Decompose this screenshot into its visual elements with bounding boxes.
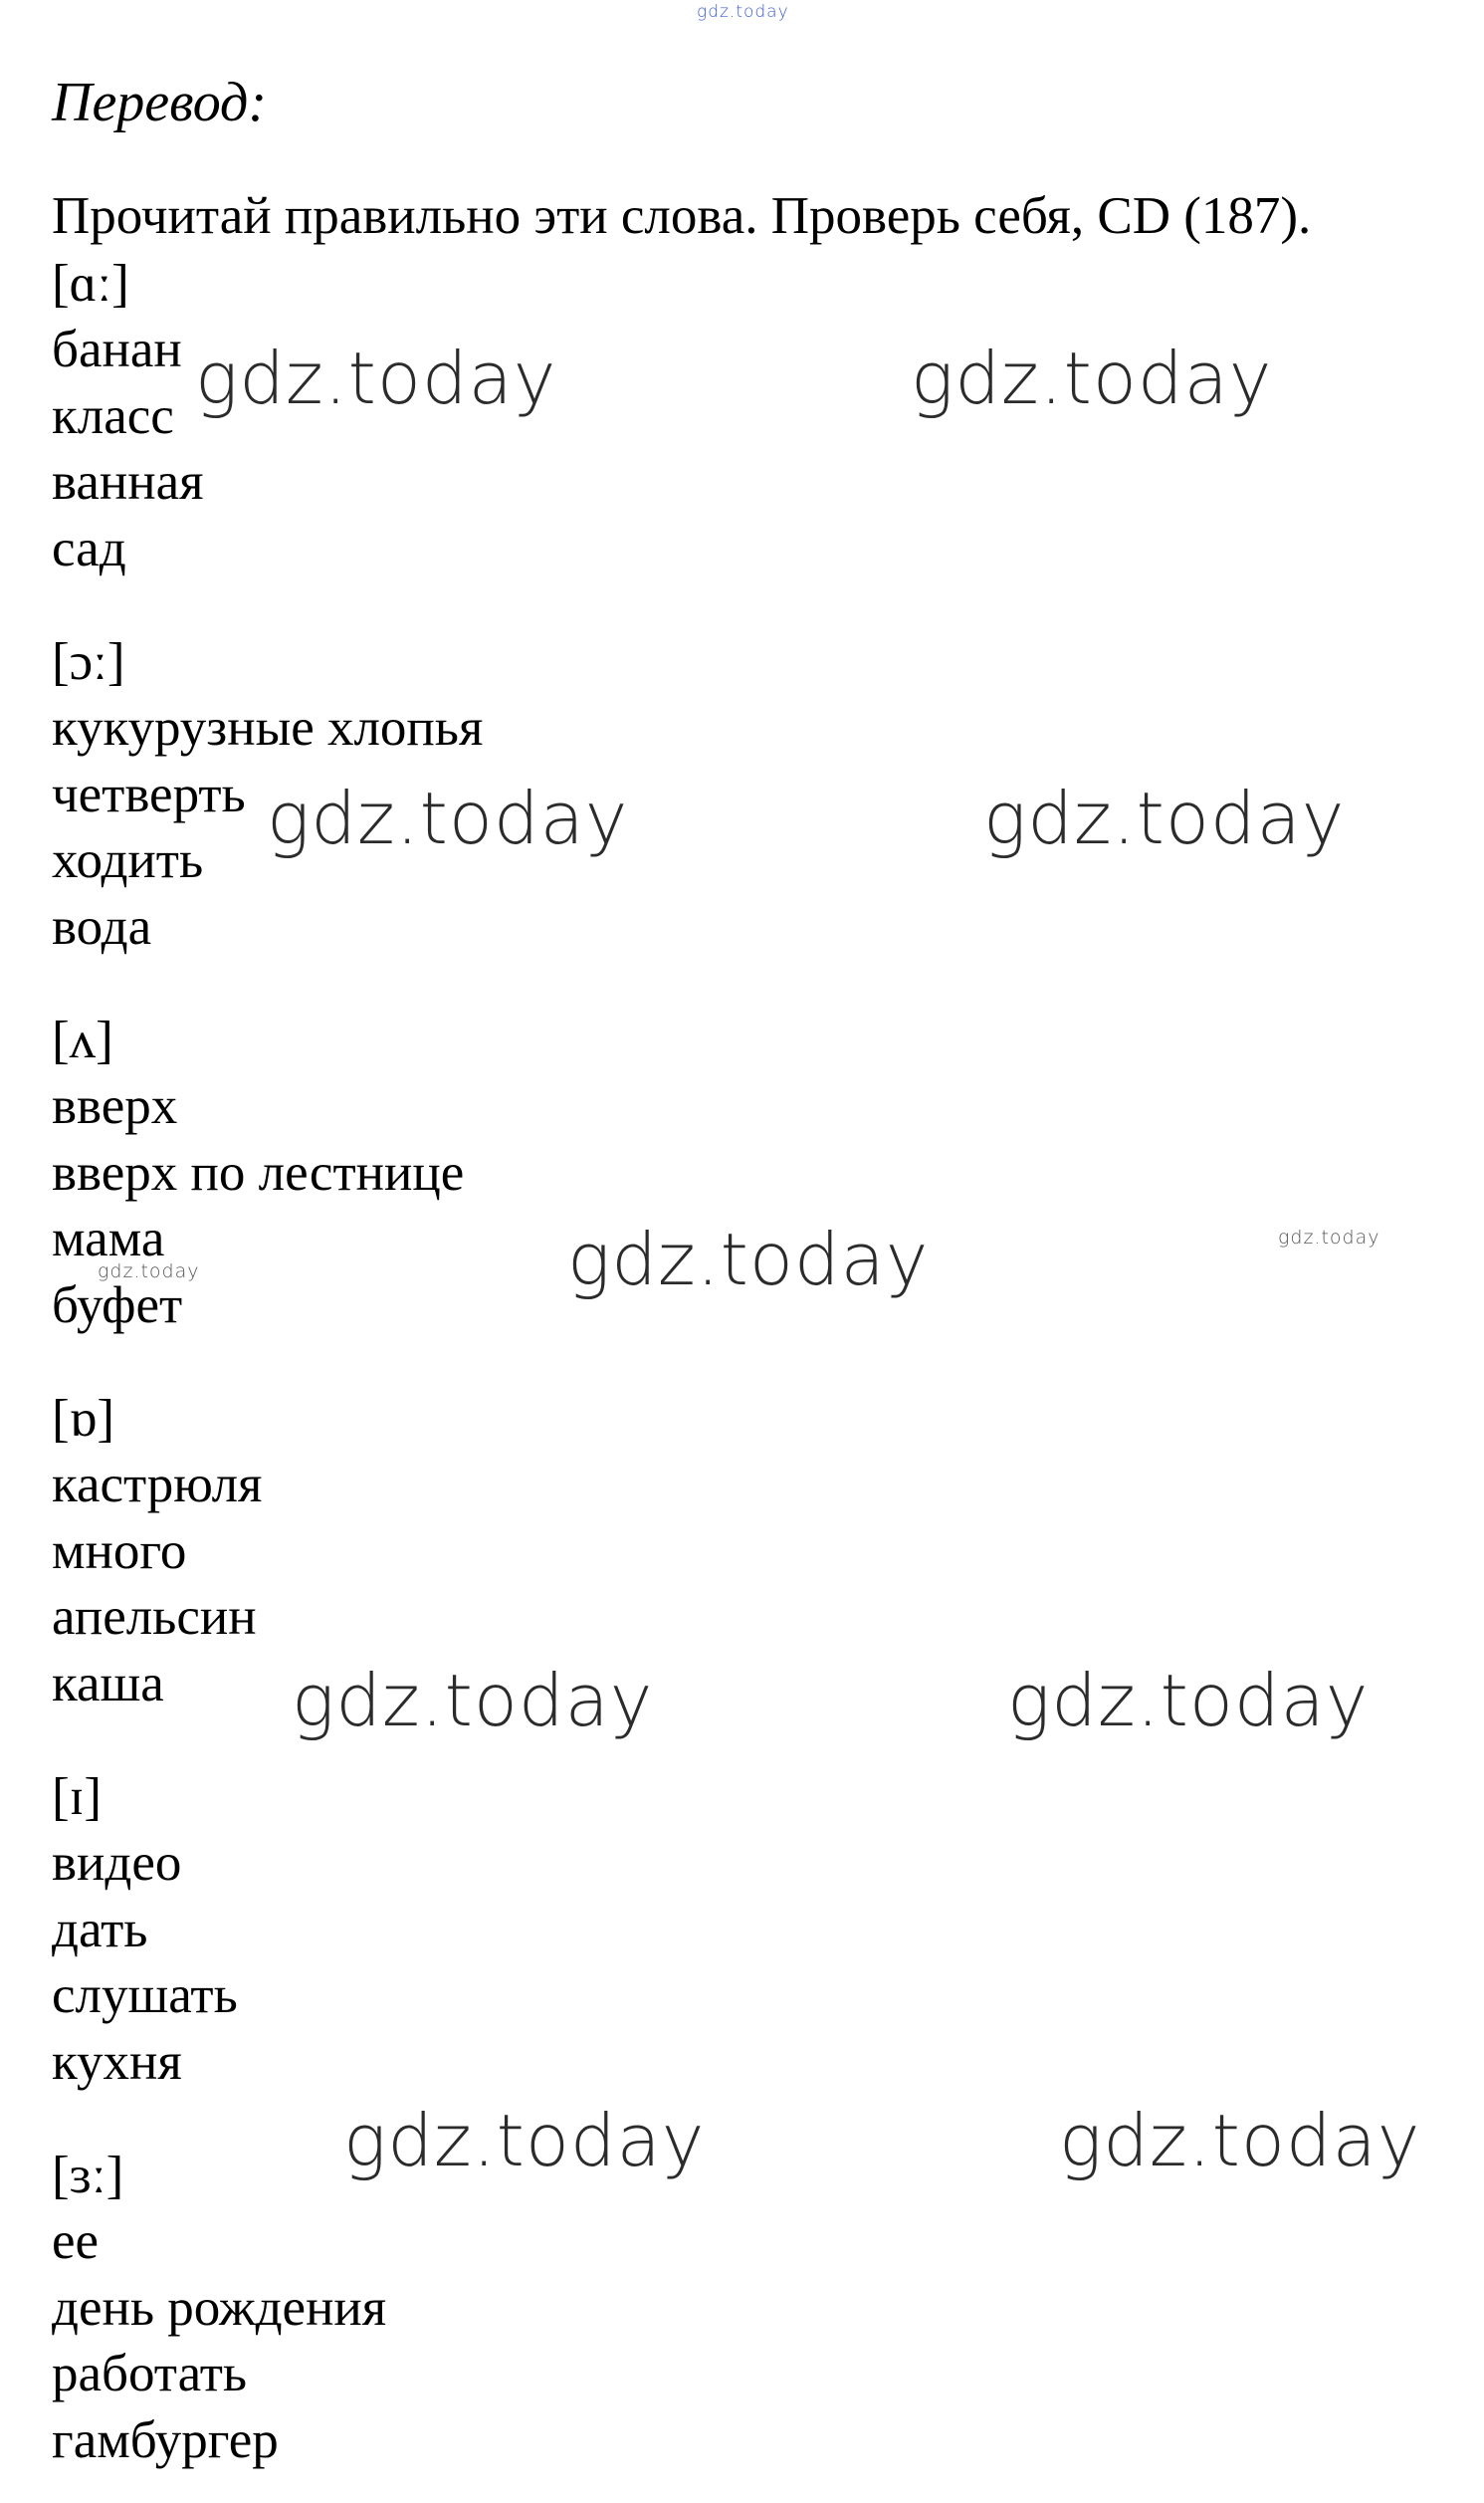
word-item: кукурузные хлопья xyxy=(52,699,484,757)
phonetic-group xyxy=(52,2143,483,2473)
word-item: четверть xyxy=(52,765,246,823)
word-item: буфет xyxy=(52,1275,183,1334)
watermark-top: gdz.today xyxy=(697,2,789,22)
word-item: ходить xyxy=(52,831,204,889)
sound-symbol: [ɔː] xyxy=(52,633,125,691)
word-item: мама xyxy=(52,1210,165,1267)
watermark: gdz.today xyxy=(983,777,1346,860)
sound-symbol: [ɪ] xyxy=(52,1768,103,1826)
word-item: дать xyxy=(52,1900,148,1958)
word-item: класс xyxy=(52,386,174,445)
word-item: работать xyxy=(52,2345,248,2402)
watermark: gdz.today xyxy=(343,2099,706,2182)
watermark: gdz.today xyxy=(267,777,629,860)
watermark: gdz.today xyxy=(292,1659,654,1742)
sound-symbol: [ɑː] xyxy=(52,255,129,313)
watermark: gdz.today xyxy=(195,337,557,420)
sound-symbol: [ʌ] xyxy=(52,1012,113,1069)
watermark: gdz.today xyxy=(1007,1659,1370,1742)
word-item: ванная xyxy=(52,453,204,511)
word-item: ее xyxy=(52,2212,100,2270)
word-item: гамбургер xyxy=(52,2410,279,2469)
word-item: каша xyxy=(52,1654,164,1712)
word-item: день рождения xyxy=(52,2278,387,2337)
instruction-text: Прочитай правильно эти слова. Проверь себя, CD (187). xyxy=(52,187,1312,245)
watermark: gdz.today xyxy=(911,337,1273,420)
word-item: банан xyxy=(52,321,182,378)
word-item: кастрюля xyxy=(52,1456,263,1513)
word-item: кухня xyxy=(52,2032,182,2091)
word-item: сад xyxy=(52,519,126,577)
word-item: вода xyxy=(52,897,152,956)
word-item: апельсин xyxy=(52,1588,257,1646)
word-item: слушать xyxy=(52,1966,238,2024)
sound-symbol: [ɒ] xyxy=(52,1390,115,1448)
word-item: много xyxy=(52,1521,187,1580)
word-item: вверх по лестнице xyxy=(52,1143,465,1202)
word-item: вверх xyxy=(52,1077,178,1135)
phonetic-group xyxy=(52,1764,483,2095)
phonetic-group xyxy=(52,1008,483,1338)
sound-symbol: [ɜː] xyxy=(52,2147,124,2204)
watermark: gdz.today xyxy=(567,1218,930,1301)
watermark-small: gdz.today xyxy=(1278,1227,1380,1249)
page-title: Перевод: xyxy=(52,72,267,133)
watermark: gdz.today xyxy=(1059,2099,1421,2182)
watermark-small: gdz.today xyxy=(98,1260,200,1282)
word-item: видео xyxy=(52,1834,182,1892)
